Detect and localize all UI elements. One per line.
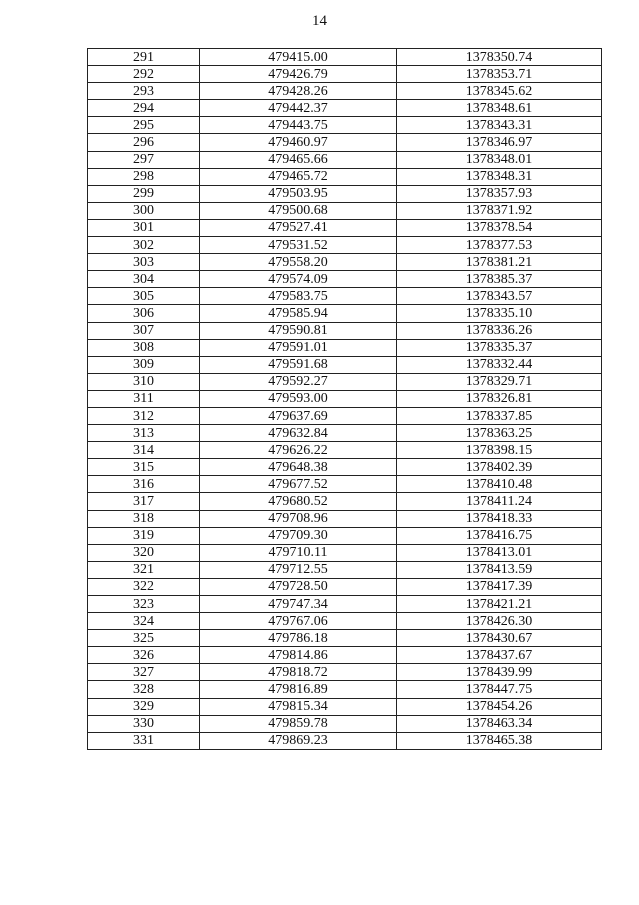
point-number-cell: 324	[88, 613, 200, 630]
y-coordinate-cell: 1378371.92	[397, 202, 602, 219]
y-coordinate-cell: 1378410.48	[397, 476, 602, 493]
x-coordinate-cell: 479500.68	[200, 202, 397, 219]
y-coordinate-cell: 1378377.53	[397, 237, 602, 254]
x-coordinate-cell: 479503.95	[200, 185, 397, 202]
y-coordinate-cell: 1378348.31	[397, 168, 602, 185]
table-row	[88, 237, 602, 254]
x-coordinate-cell: 479585.94	[200, 305, 397, 322]
y-coordinate-cell: 1378417.39	[397, 578, 602, 595]
x-coordinate-cell: 479637.69	[200, 407, 397, 424]
y-coordinate-cell: 1378335.10	[397, 305, 602, 322]
table-row	[88, 49, 602, 66]
point-number-cell: 321	[88, 561, 200, 578]
x-coordinate-cell: 479710.11	[200, 544, 397, 561]
point-number-cell: 296	[88, 134, 200, 151]
point-number-cell: 311	[88, 390, 200, 407]
y-coordinate-cell: 1378346.97	[397, 134, 602, 151]
point-number-cell: 330	[88, 715, 200, 732]
y-coordinate-cell: 1378463.34	[397, 715, 602, 732]
point-number-cell: 293	[88, 83, 200, 100]
y-coordinate-cell: 1378413.01	[397, 544, 602, 561]
x-coordinate-cell: 479531.52	[200, 237, 397, 254]
point-number-cell: 323	[88, 596, 200, 613]
y-coordinate-cell: 1378337.85	[397, 407, 602, 424]
x-coordinate-cell: 479747.34	[200, 596, 397, 613]
y-coordinate-cell: 1378343.57	[397, 288, 602, 305]
point-number-cell: 297	[88, 151, 200, 168]
coordinates-table	[87, 48, 602, 750]
table-row	[88, 664, 602, 681]
table-row	[88, 185, 602, 202]
table-row	[88, 510, 602, 527]
point-number-cell: 300	[88, 202, 200, 219]
x-coordinate-cell: 479558.20	[200, 254, 397, 271]
point-number-cell: 295	[88, 117, 200, 134]
table-row	[88, 373, 602, 390]
y-coordinate-cell: 1378329.71	[397, 373, 602, 390]
point-number-cell: 327	[88, 664, 200, 681]
point-number-cell: 292	[88, 66, 200, 83]
y-coordinate-cell: 1378416.75	[397, 527, 602, 544]
table-row	[88, 578, 602, 595]
x-coordinate-cell: 479443.75	[200, 117, 397, 134]
y-coordinate-cell: 1378350.74	[397, 49, 602, 66]
y-coordinate-cell: 1378363.25	[397, 425, 602, 442]
y-coordinate-cell: 1378454.26	[397, 698, 602, 715]
table-row	[88, 732, 602, 749]
table-row	[88, 271, 602, 288]
y-coordinate-cell: 1378421.21	[397, 596, 602, 613]
y-coordinate-cell: 1378411.24	[397, 493, 602, 510]
x-coordinate-cell: 479815.34	[200, 698, 397, 715]
x-coordinate-cell: 479591.68	[200, 356, 397, 373]
y-coordinate-cell: 1378332.44	[397, 356, 602, 373]
table-row	[88, 476, 602, 493]
x-coordinate-cell: 479814.86	[200, 647, 397, 664]
table-row	[88, 134, 602, 151]
point-number-cell: 318	[88, 510, 200, 527]
x-coordinate-cell: 479591.01	[200, 339, 397, 356]
point-number-cell: 320	[88, 544, 200, 561]
y-coordinate-cell: 1378357.93	[397, 185, 602, 202]
table-row	[88, 219, 602, 236]
x-coordinate-cell: 479590.81	[200, 322, 397, 339]
y-coordinate-cell: 1378336.26	[397, 322, 602, 339]
y-coordinate-cell: 1378345.62	[397, 83, 602, 100]
point-number-cell: 291	[88, 49, 200, 66]
y-coordinate-cell: 1378326.81	[397, 390, 602, 407]
y-coordinate-cell: 1378353.71	[397, 66, 602, 83]
point-number-cell: 316	[88, 476, 200, 493]
table-row	[88, 288, 602, 305]
table-row	[88, 425, 602, 442]
table-row	[88, 322, 602, 339]
y-coordinate-cell: 1378398.15	[397, 442, 602, 459]
x-coordinate-cell: 479786.18	[200, 630, 397, 647]
y-coordinate-cell: 1378447.75	[397, 681, 602, 698]
x-coordinate-cell: 479593.00	[200, 390, 397, 407]
point-number-cell: 307	[88, 322, 200, 339]
table-row	[88, 202, 602, 219]
table-row	[88, 407, 602, 424]
table-row	[88, 117, 602, 134]
y-coordinate-cell: 1378439.99	[397, 664, 602, 681]
point-number-cell: 331	[88, 732, 200, 749]
point-number-cell: 305	[88, 288, 200, 305]
point-number-cell: 317	[88, 493, 200, 510]
point-number-cell: 299	[88, 185, 200, 202]
table-row	[88, 254, 602, 271]
y-coordinate-cell: 1378385.37	[397, 271, 602, 288]
point-number-cell: 301	[88, 219, 200, 236]
table-row	[88, 647, 602, 664]
table-row	[88, 613, 602, 630]
table-row	[88, 442, 602, 459]
x-coordinate-cell: 479592.27	[200, 373, 397, 390]
point-number-cell: 313	[88, 425, 200, 442]
x-coordinate-cell: 479816.89	[200, 681, 397, 698]
x-coordinate-cell: 479632.84	[200, 425, 397, 442]
point-number-cell: 326	[88, 647, 200, 664]
x-coordinate-cell: 479709.30	[200, 527, 397, 544]
y-coordinate-cell: 1378343.31	[397, 117, 602, 134]
x-coordinate-cell: 479648.38	[200, 459, 397, 476]
x-coordinate-cell: 479426.79	[200, 66, 397, 83]
x-coordinate-cell: 479708.96	[200, 510, 397, 527]
y-coordinate-cell: 1378402.39	[397, 459, 602, 476]
x-coordinate-cell: 479583.75	[200, 288, 397, 305]
point-number-cell: 306	[88, 305, 200, 322]
x-coordinate-cell: 479574.09	[200, 271, 397, 288]
point-number-cell: 315	[88, 459, 200, 476]
table-row	[88, 698, 602, 715]
y-coordinate-cell: 1378437.67	[397, 647, 602, 664]
x-coordinate-cell: 479767.06	[200, 613, 397, 630]
point-number-cell: 310	[88, 373, 200, 390]
point-number-cell: 298	[88, 168, 200, 185]
coordinates-table-body	[88, 49, 602, 750]
table-row	[88, 596, 602, 613]
x-coordinate-cell: 479428.26	[200, 83, 397, 100]
table-row	[88, 356, 602, 373]
point-number-cell: 319	[88, 527, 200, 544]
table-row	[88, 715, 602, 732]
point-number-cell: 322	[88, 578, 200, 595]
point-number-cell: 294	[88, 100, 200, 117]
y-coordinate-cell: 1378335.37	[397, 339, 602, 356]
y-coordinate-cell: 1378378.54	[397, 219, 602, 236]
x-coordinate-cell: 479728.50	[200, 578, 397, 595]
x-coordinate-cell: 479442.37	[200, 100, 397, 117]
table-row	[88, 83, 602, 100]
x-coordinate-cell: 479677.52	[200, 476, 397, 493]
y-coordinate-cell: 1378348.01	[397, 151, 602, 168]
point-number-cell: 312	[88, 407, 200, 424]
table-row	[88, 630, 602, 647]
y-coordinate-cell: 1378430.67	[397, 630, 602, 647]
x-coordinate-cell: 479415.00	[200, 49, 397, 66]
point-number-cell: 303	[88, 254, 200, 271]
point-number-cell: 302	[88, 237, 200, 254]
table-row	[88, 390, 602, 407]
table-row	[88, 527, 602, 544]
point-number-cell: 325	[88, 630, 200, 647]
y-coordinate-cell: 1378465.38	[397, 732, 602, 749]
x-coordinate-cell: 479626.22	[200, 442, 397, 459]
table-row	[88, 561, 602, 578]
x-coordinate-cell: 479712.55	[200, 561, 397, 578]
table-row	[88, 66, 602, 83]
point-number-cell: 328	[88, 681, 200, 698]
y-coordinate-cell: 1378381.21	[397, 254, 602, 271]
y-coordinate-cell: 1378426.30	[397, 613, 602, 630]
y-coordinate-cell: 1378418.33	[397, 510, 602, 527]
x-coordinate-cell: 479869.23	[200, 732, 397, 749]
table-row	[88, 459, 602, 476]
table-row	[88, 493, 602, 510]
table-row	[88, 305, 602, 322]
point-number-cell: 304	[88, 271, 200, 288]
table-row	[88, 100, 602, 117]
point-number-cell: 309	[88, 356, 200, 373]
x-coordinate-cell: 479460.97	[200, 134, 397, 151]
x-coordinate-cell: 479465.72	[200, 168, 397, 185]
x-coordinate-cell: 479859.78	[200, 715, 397, 732]
x-coordinate-cell: 479465.66	[200, 151, 397, 168]
point-number-cell: 314	[88, 442, 200, 459]
x-coordinate-cell: 479818.72	[200, 664, 397, 681]
point-number-cell: 329	[88, 698, 200, 715]
table-row	[88, 168, 602, 185]
table-row	[88, 339, 602, 356]
table-row	[88, 681, 602, 698]
table-row	[88, 544, 602, 561]
x-coordinate-cell: 479527.41	[200, 219, 397, 236]
y-coordinate-cell: 1378348.61	[397, 100, 602, 117]
table-row	[88, 151, 602, 168]
point-number-cell: 308	[88, 339, 200, 356]
x-coordinate-cell: 479680.52	[200, 493, 397, 510]
y-coordinate-cell: 1378413.59	[397, 561, 602, 578]
page-number: 14	[312, 13, 327, 29]
